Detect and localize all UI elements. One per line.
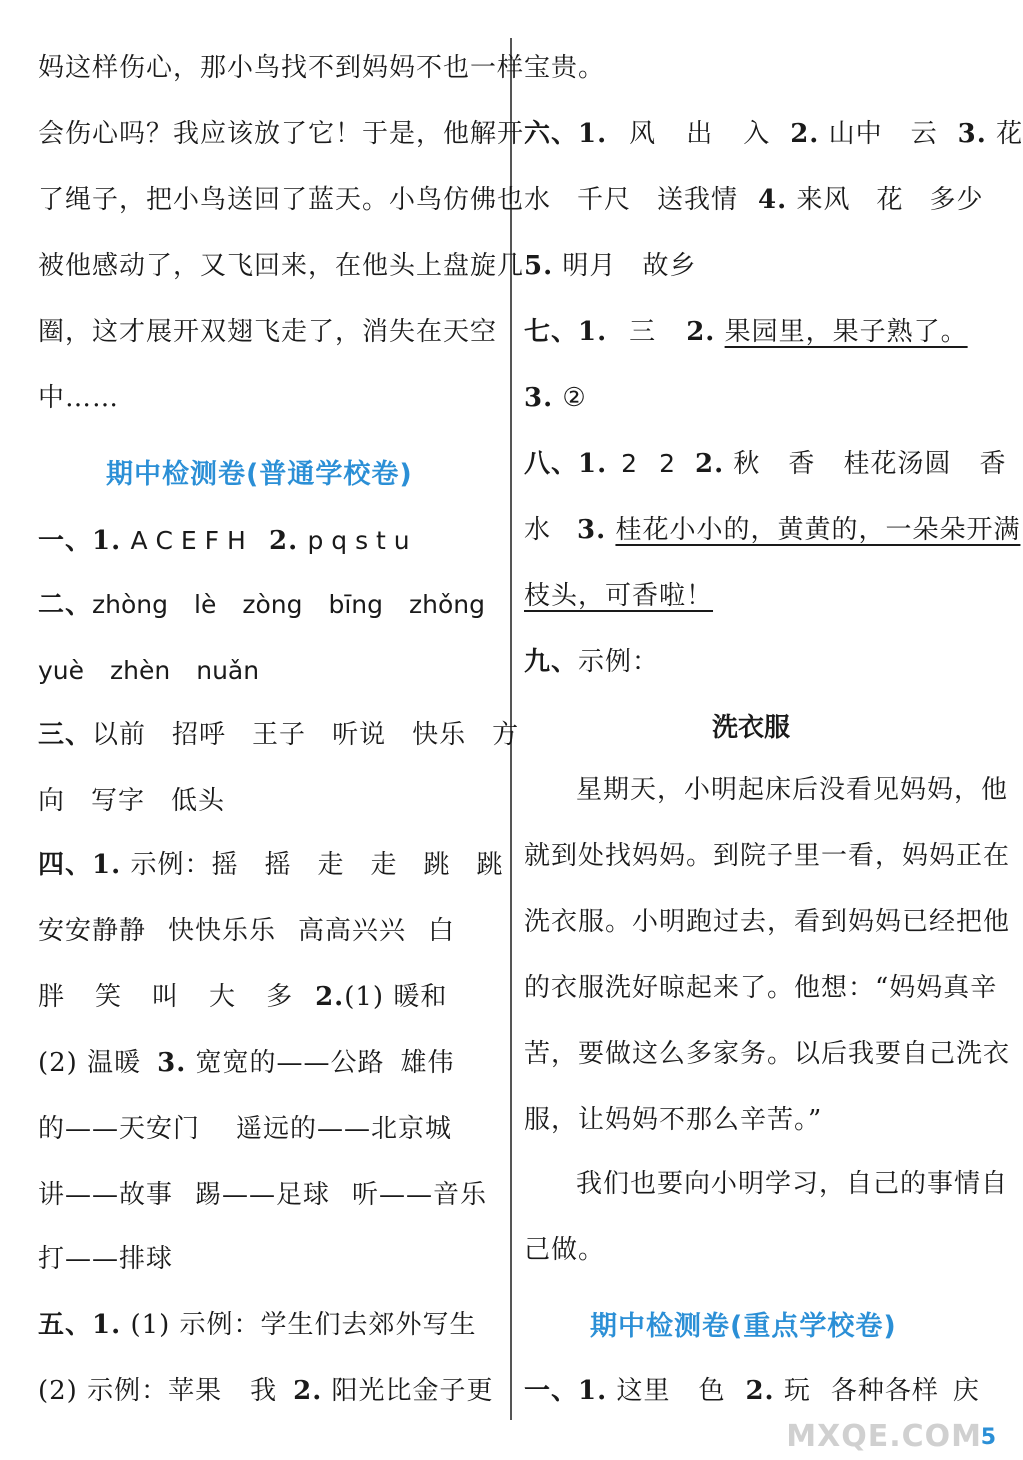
answer-text: 打——排球 [38, 1244, 174, 1274]
essay-line: 洗衣服。小明跑过去，看到妈妈已经把他 [524, 907, 1011, 937]
answer-word: 色 [698, 1376, 726, 1406]
answer-word: 向 [38, 786, 66, 816]
sub-number: 2. [790, 119, 820, 149]
answer-text: (1) 暖和 [344, 982, 448, 1012]
answer-word: 桂花汤圆 [843, 449, 952, 479]
sub-number: 3. [577, 515, 607, 545]
essay-line: 我们也要向小明学习，自己的事情自 [576, 1169, 1009, 1199]
pinyin: zòng [242, 590, 303, 619]
answer-word: 千尺 [577, 185, 632, 215]
answer-word: 山中 [828, 119, 883, 149]
sub-number: 1. [92, 850, 122, 880]
answer-text: 的——天安门 [38, 1114, 201, 1144]
pinyin: bīng [328, 590, 383, 619]
essay-title: 洗衣服 [712, 713, 791, 743]
q-number: 九、 [524, 647, 579, 677]
answer-word: 香 [788, 449, 816, 479]
answer-line [38, 1178, 487, 1212]
answer-line [38, 1046, 455, 1080]
answer-text: 雄伟 [400, 1048, 455, 1078]
essay-line: 苦，要做这么多家务。以后我要自己洗衣 [524, 1039, 1011, 1069]
essay-line: 己做。 [524, 1235, 606, 1265]
q-number: 一、 [524, 1376, 579, 1406]
sub-number: 2. [269, 526, 299, 556]
q-number: 八、 [524, 449, 579, 479]
answer-word: 王子 [252, 720, 307, 750]
sub-number: 1. [578, 119, 608, 149]
answer-text: 我 [250, 1376, 278, 1406]
sub-number: 2. [745, 1376, 775, 1406]
answer-word: 花 [876, 185, 904, 215]
answer-text: ② [562, 383, 587, 413]
answer-line [524, 381, 587, 415]
sub-number: 3. [957, 119, 987, 149]
answer-word: 入 [743, 119, 771, 149]
text-line: 圈，这才展开双翅飞走了，消失在天空 [38, 317, 498, 347]
section-title: 期中检测卷(普通学校卷) [106, 459, 413, 490]
answer-line [524, 579, 713, 613]
answer-text: 听——音乐 [352, 1180, 488, 1210]
answer-word: 跳 [476, 850, 504, 880]
answer-word: 水 [524, 515, 552, 545]
answer-word: 叫 [152, 982, 180, 1012]
pinyin: zhòng [92, 590, 168, 619]
sub-number: 1. [578, 449, 608, 479]
answer-word: 摇 [264, 850, 292, 880]
essay-line: 服，让妈妈不那么辛苦。” [524, 1105, 823, 1135]
answer-word: 大 [209, 982, 237, 1012]
answer-text: 宽宽的——公路 [195, 1048, 385, 1078]
answer-line [38, 654, 259, 688]
answer-word: 三 [629, 317, 657, 347]
pinyin: lè [194, 590, 217, 619]
answer-line [38, 914, 455, 948]
answer-line [38, 1374, 494, 1408]
answer-line [524, 315, 968, 349]
answer-line [524, 117, 1023, 151]
answer-word: 2 [659, 449, 675, 478]
sub-number: 1. [578, 1376, 608, 1406]
answer-line [524, 183, 984, 217]
answer-word: 写字 [91, 786, 146, 816]
sub-number: 3. [524, 383, 554, 413]
answer-line [38, 588, 485, 622]
sub-number: 5. [524, 251, 554, 281]
answer-word: 听说 [332, 720, 387, 750]
answer-line [38, 1112, 452, 1146]
pinyin: zhǒng [409, 590, 485, 619]
answer-line [524, 249, 696, 283]
answer-word: 多少 [929, 185, 984, 215]
sub-number: 2. [694, 449, 725, 479]
answer-word: 水 [524, 185, 552, 215]
q-number: 一、 [38, 526, 93, 556]
answer-word: 这里 [616, 1376, 671, 1406]
answer-line [524, 1374, 980, 1408]
answer-word: 各种各样 [830, 1376, 939, 1406]
answer-word: 云 [910, 119, 938, 149]
answer-line [38, 1308, 477, 1342]
q-number: 二、 [38, 590, 93, 620]
answer-word: 送我情 [657, 185, 739, 215]
answer-word: 风 [629, 119, 657, 149]
essay-line: 星期天，小明起床后没看见妈妈，他 [576, 775, 1009, 805]
answer-line [38, 980, 447, 1014]
answer-line [38, 784, 225, 818]
answer-text: (1) 示例：学生们去郊外写生 [130, 1310, 477, 1340]
answer-word: 安安静静 [38, 916, 147, 946]
site-watermark: MXQE.COM [786, 1419, 982, 1454]
answer-word: 2 [621, 449, 638, 478]
page-number: 5 [980, 1425, 996, 1450]
answer-word: 方 [492, 720, 520, 750]
answer-text: (2) 温暖 [38, 1048, 142, 1078]
answer-text: 阳光比金子更 [331, 1376, 494, 1406]
text-line: 被他感动了，又飞回来，在他头上盘旋几 [38, 251, 525, 281]
answer-word: 胖 [38, 982, 66, 1012]
answer-word: 故乡 [642, 251, 697, 281]
answer-word: 庆 [952, 1376, 980, 1406]
sub-number: 2. [315, 982, 345, 1012]
answer-word: 低头 [171, 786, 226, 816]
q-number: 七、 [524, 317, 579, 347]
sub-number: 2. [293, 1376, 323, 1406]
answer-word: 示例：摇 [130, 850, 239, 880]
section-title: 期中检测卷(重点学校卷) [590, 1311, 897, 1342]
answer-word: 快乐 [412, 720, 467, 750]
text-line: 妈这样伤心，那小鸟找不到妈妈不也一样 [38, 53, 525, 83]
answer-text: (2) 示例：苹果 [38, 1376, 223, 1406]
answer-word: 跳 [423, 850, 451, 880]
answer-word: 多 [266, 982, 294, 1012]
sub-number: 1. [92, 526, 122, 556]
answer-word: 笑 [95, 982, 123, 1012]
sub-number: 2. [686, 317, 716, 347]
q-number: 六、 [524, 119, 579, 149]
text-line: 会伤心吗？我应该放了它！于是，他解开 [38, 119, 525, 149]
answer-letters: A C E F H [130, 526, 246, 555]
q-number: 五、 [38, 1310, 93, 1340]
answer-word: 走 [370, 850, 398, 880]
underlined-answer: 桂花小小的，黄黄的，一朵朵开满 [615, 515, 1021, 545]
answer-line [38, 524, 410, 558]
answer-line [38, 718, 519, 752]
answer-text: 示例： [578, 647, 660, 677]
answer-text: 遥远的——北京城 [236, 1114, 453, 1144]
answer-word: 以前 [92, 720, 147, 750]
q-number: 三、 [38, 720, 93, 750]
answer-word: 秋 [733, 449, 761, 479]
text-line: 中…… [38, 383, 120, 413]
underlined-answer: 果园里，果子熟了。 [724, 317, 968, 347]
answer-word: 玩 [783, 1376, 811, 1406]
text-line: 宝贵。 [524, 53, 606, 83]
answer-text: 踢——足球 [195, 1180, 331, 1210]
answer-word: 白 [428, 916, 456, 946]
answer-line [524, 645, 659, 679]
answer-letters: p q s t u [307, 526, 410, 555]
pinyin: nuǎn [196, 656, 260, 685]
answer-line [524, 447, 1006, 481]
answer-word: 走 [317, 850, 345, 880]
answer-line [38, 848, 504, 882]
essay-line: 就到处找妈妈。到院子里一看，妈妈正在 [524, 841, 1011, 871]
answer-text: 讲——故事 [38, 1180, 174, 1210]
pinyin: zhèn [110, 656, 171, 685]
answer-word: 花 [996, 119, 1023, 149]
essay-line: 的衣服洗好晾起来了。他想：“妈妈真辛 [524, 973, 998, 1003]
answer-word: 香 [979, 449, 1007, 479]
answer-line [524, 513, 1020, 547]
sub-number: 3. [157, 1048, 187, 1078]
answer-line [38, 1242, 173, 1276]
answer-word: 招呼 [172, 720, 227, 750]
pinyin: yuè [38, 656, 85, 685]
underlined-answer: 枝头，可香啦！ [524, 581, 714, 611]
text-line: 了绳子，把小鸟送回了蓝天。小鸟仿佛也 [38, 185, 525, 215]
sub-number: 1. [578, 317, 608, 347]
answer-word: 来风 [796, 185, 851, 215]
answer-word: 快快乐乐 [168, 916, 277, 946]
q-number: 四、 [38, 850, 93, 880]
answer-word: 出 [686, 119, 714, 149]
sub-number: 1. [92, 1310, 122, 1340]
answer-word: 高高兴兴 [298, 916, 407, 946]
answer-word: 明月 [562, 251, 617, 281]
sub-number: 4. [758, 185, 788, 215]
